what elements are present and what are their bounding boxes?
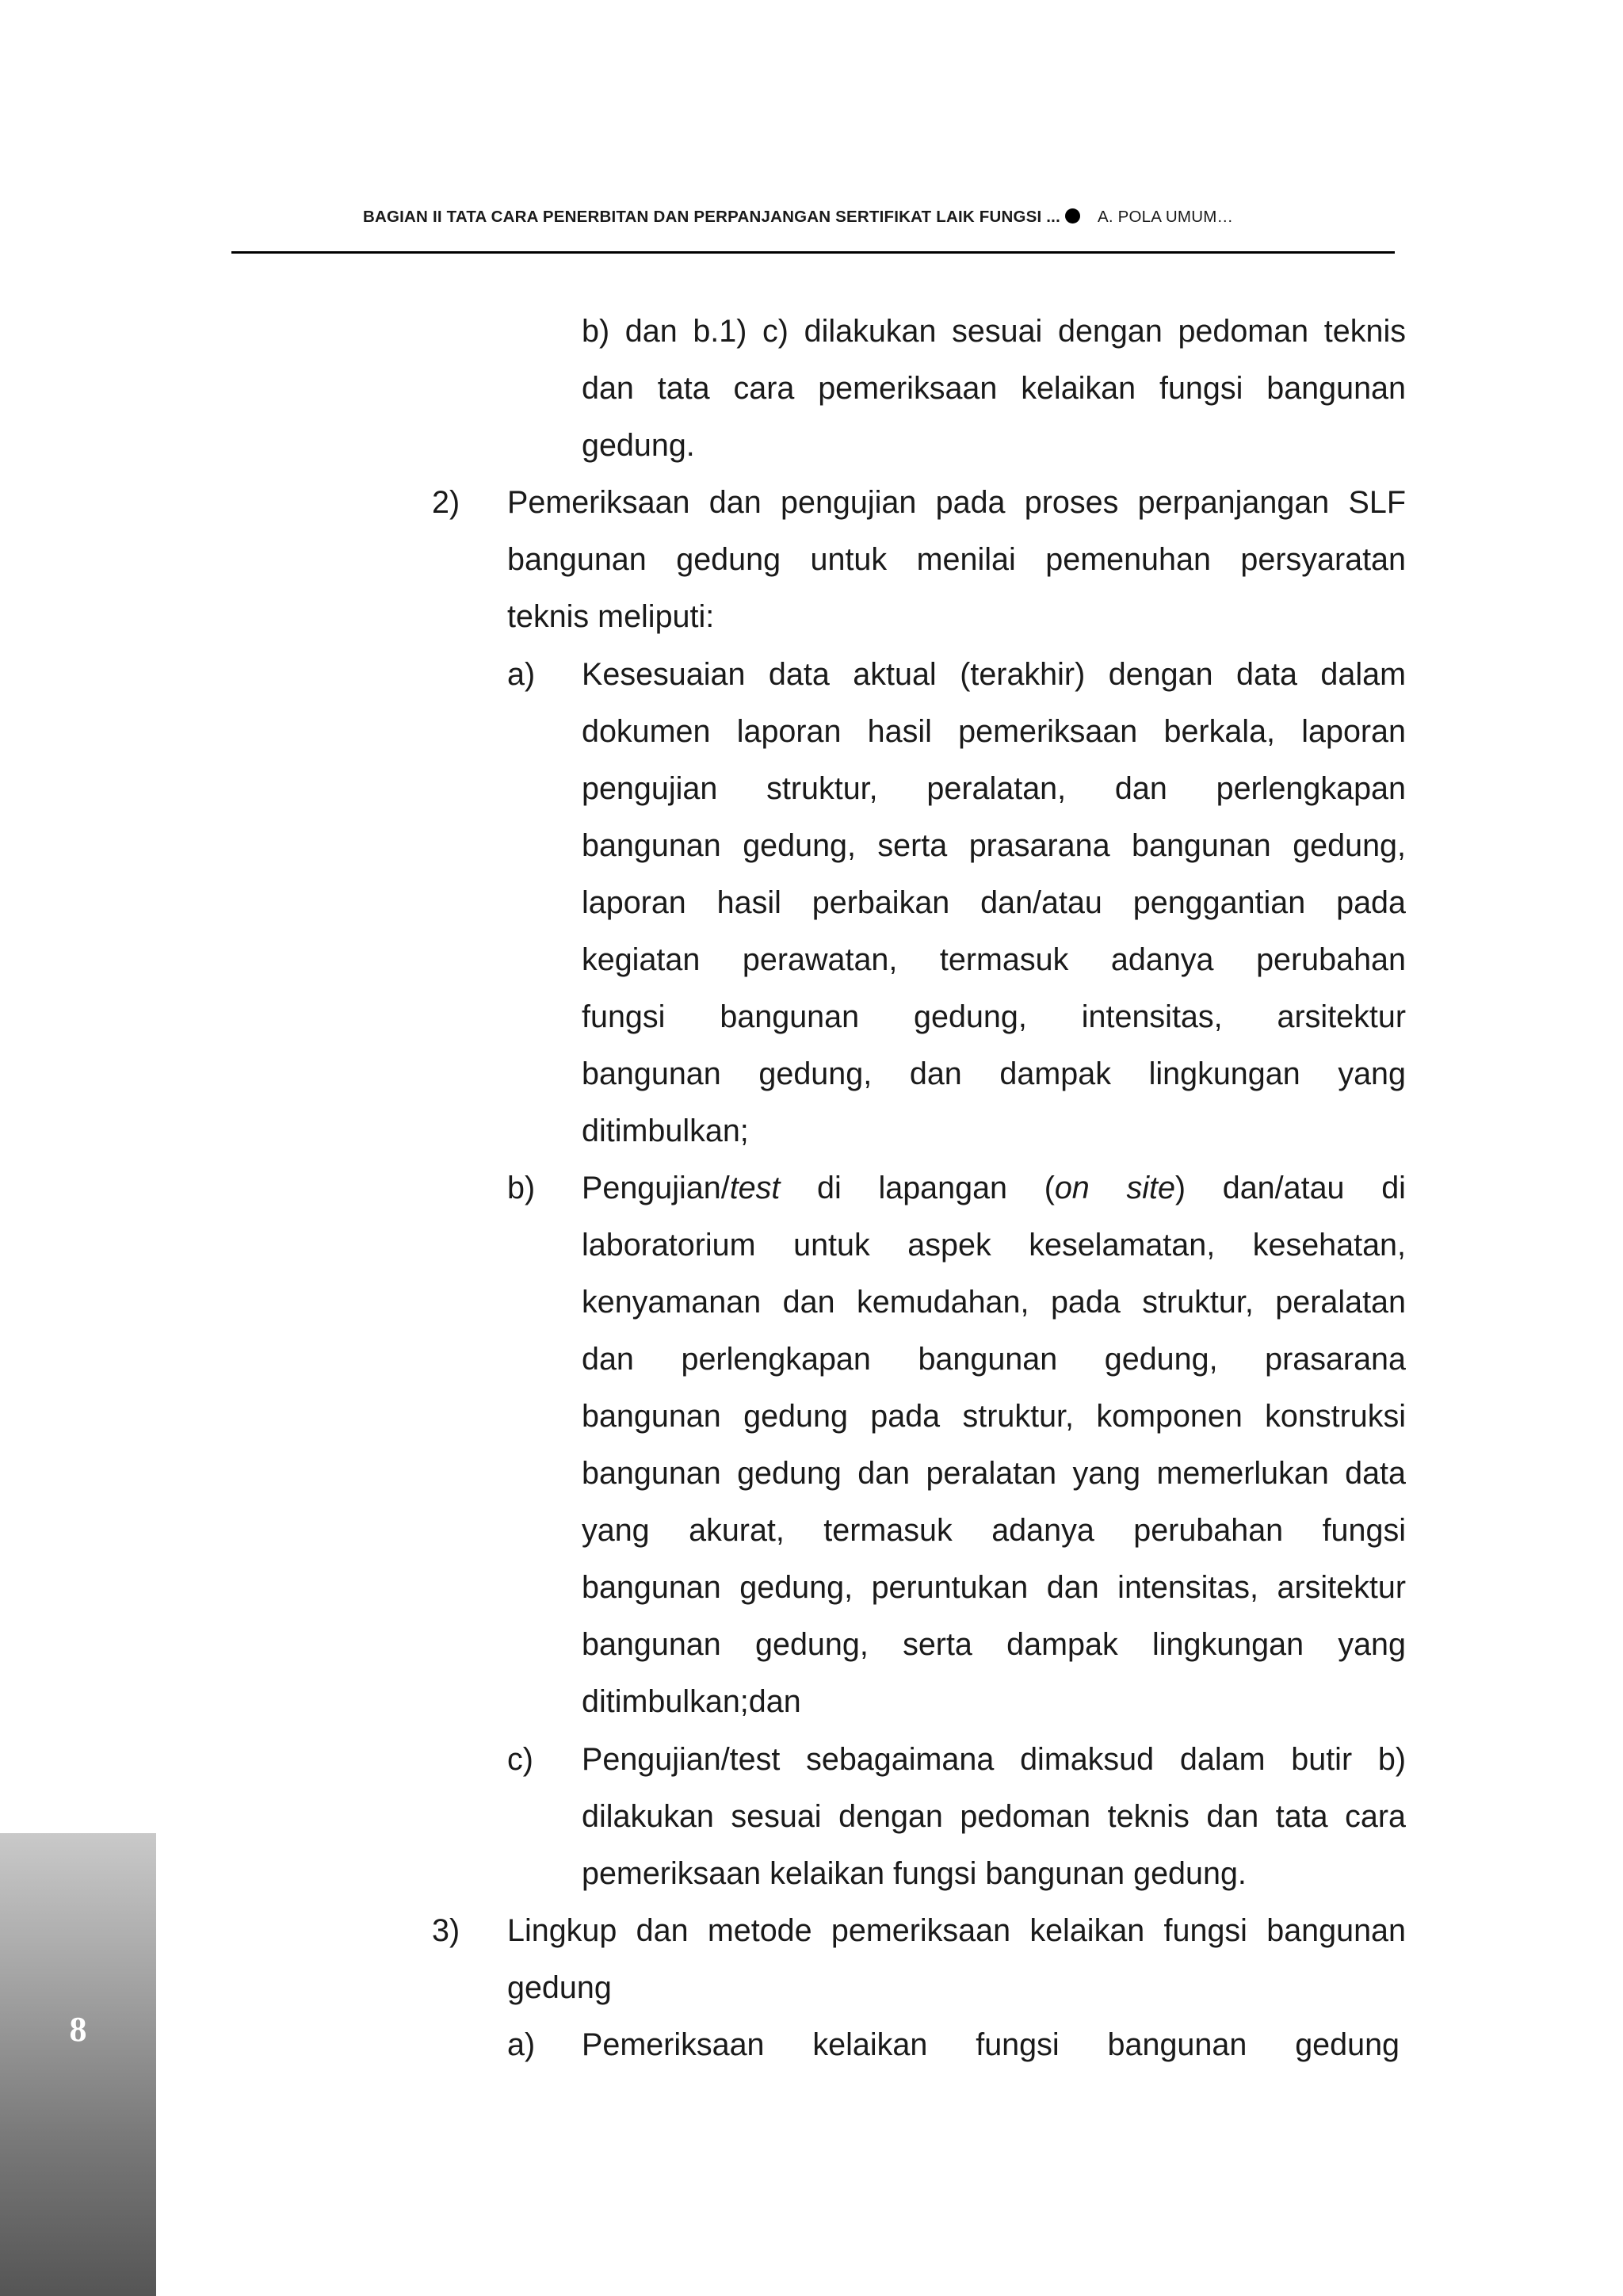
bullet-dot-icon [1065,208,1080,223]
page-number-tab [0,1833,156,2296]
paragraph-line: dilakukan sesuai dengan pedoman teknis dan tata cara [582,1799,1406,1834]
sublist-letter: a) [507,2027,536,2062]
paragraph-line: Pengujian/test sebagaimana dimaksud dalam butir b) [582,1742,1406,1777]
paragraph-line: dan perlengkapan bangunan gedung, prasarana [582,1342,1406,1377]
text-run: site) [1126,1171,1186,1205]
page-number: 8 [69,2010,87,2049]
text-run: lapangan [878,1171,1008,1205]
paragraph-line: pemeriksaan kelaikan fungsi bangunan gedung. [582,1856,1247,1891]
running-header [363,208,1395,227]
paragraph-line: bangunan gedung dan peralatan yang memerlukan data [582,1456,1406,1491]
text-run: di [817,1171,842,1205]
text-run: di [1381,1171,1406,1205]
paragraph-line: pengujian struktur, peralatan, dan perlengkapan [582,771,1406,806]
paragraph-line: bangunan gedung, serta dampak lingkungan yang [582,1627,1406,1662]
italic-term: site [1126,1171,1175,1205]
paragraph-line: gedung [507,1970,612,2005]
list-number: 2) [432,485,460,520]
paragraph-line: bangunan gedung untuk menilai pemenuhan persyaratan [507,542,1406,577]
paragraph-line: ditimbulkan; [582,1114,749,1148]
header-subsection-title: A. POLA UMUM… [1097,208,1234,226]
header-divider [231,251,1395,254]
paragraph-line: teknis meliputi: [507,599,715,634]
paragraph-line: Kesesuaian data aktual (terakhir) dengan data dalam [582,657,1406,692]
paragraph-line: ditimbulkan;dan [582,1684,801,1719]
continuation-line: dan tata cara pemeriksaan kelaikan fungsi bangunan [582,371,1406,406]
italic-term: test [729,1171,781,1205]
header-section-title: BAGIAN II TATA CARA PENERBITAN DAN PERPANJANGAN SERTIFIKAT LAIK FUNGSI ... [363,208,1060,226]
continuation-line: gedung. [582,428,695,463]
paragraph-line: Pemeriksaan kelaikan fungsi bangunan gedung [582,2027,1400,2062]
paragraph-line: Pemeriksaan dan pengujian pada proses perpanjangan SLF [507,485,1406,520]
paragraph-line: yang akurat, termasuk adanya perubahan fungsi [582,1513,1406,1548]
paragraph-line: bangunan gedung, dan dampak lingkungan yang [582,1056,1406,1091]
paragraph-line: kenyamanan dan kemudahan, pada struktur, peralatan [582,1285,1406,1320]
paragraph-line: laporan hasil perbaikan dan/atau penggantian pada [582,885,1406,920]
text-run: (on [1044,1171,1090,1205]
text-run: dan/atau [1222,1171,1345,1205]
paragraph-line: bangunan gedung, serta prasarana bangunan gedung, [582,828,1406,863]
paragraph-line: fungsi bangunan gedung, intensitas, arsitektur [582,999,1406,1034]
paragraph-line: bangunan gedung, peruntukan dan intensitas, arsitektur [582,1570,1406,1605]
text-run [582,1168,780,1208]
sublist-letter: b) [507,1171,536,1205]
continuation-line: b) dan b.1) c) dilakukan sesuai dengan pedoman teknis [582,314,1406,349]
text-run: Pengujian/ [582,1171,730,1205]
list-number: 3) [432,1913,460,1948]
sublist-letter: c) [507,1742,533,1777]
sublist-letter: a) [507,657,536,692]
paragraph-line [582,1168,1406,1208]
italic-term: on [1054,1171,1090,1205]
paragraph-line: dokumen laporan hasil pemeriksaan berkala, laporan [582,714,1406,749]
paragraph-line: Lingkup dan metode pemeriksaan kelaikan fungsi bangunan [507,1913,1406,1948]
paragraph-line: bangunan gedung pada struktur, komponen konstruksi [582,1399,1406,1434]
paragraph-line: laboratorium untuk aspek keselamatan, kesehatan, [582,1228,1406,1263]
paragraph-line: kegiatan perawatan, termasuk adanya perubahan [582,942,1406,977]
